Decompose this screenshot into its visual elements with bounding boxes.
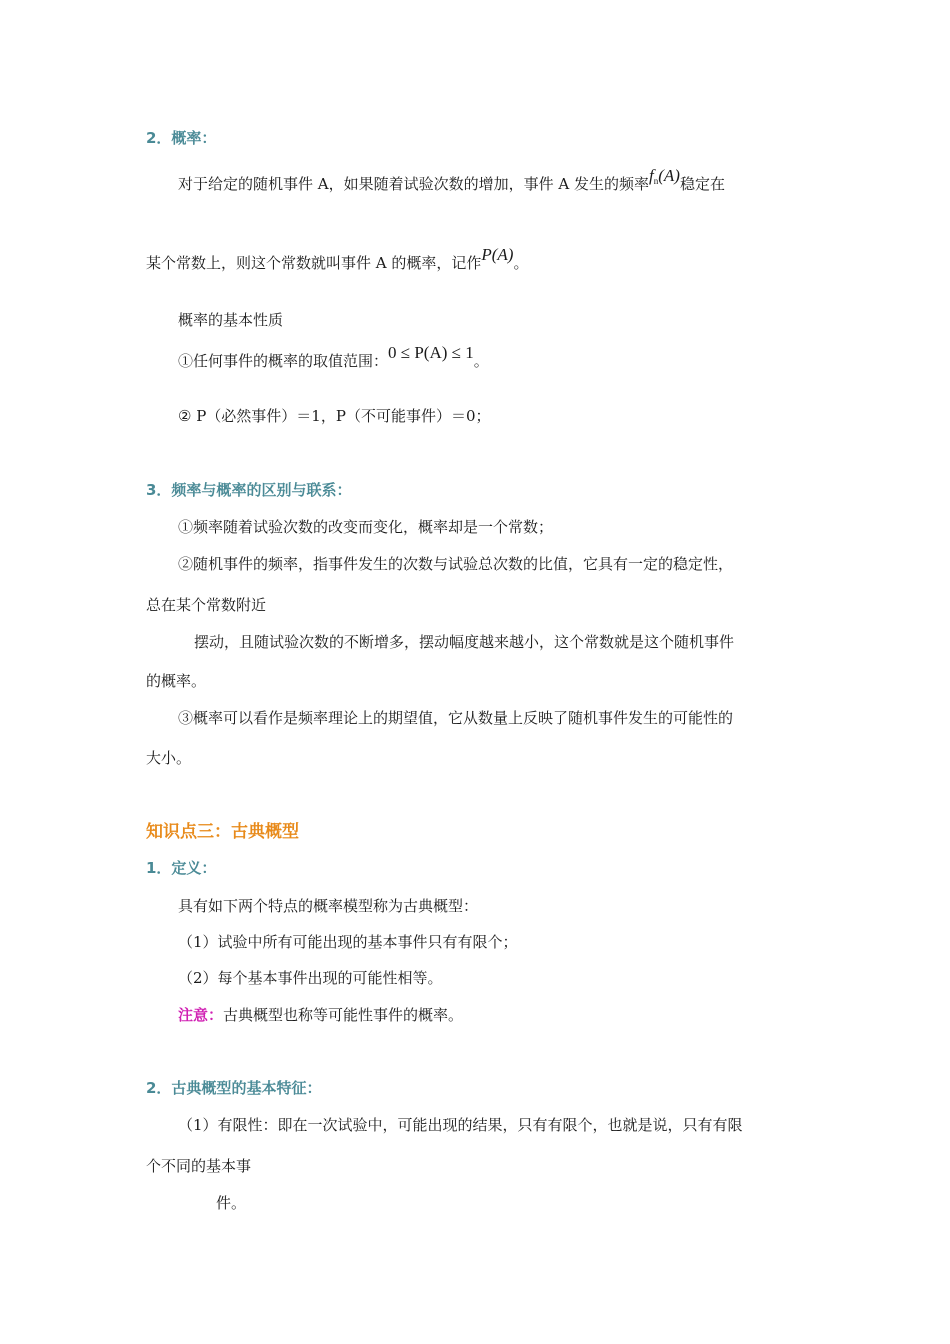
paragraph-line: 个不同的基本事: [146, 1157, 252, 1175]
formula-arg: (A): [658, 166, 680, 185]
formula-subscript: n: [653, 176, 659, 186]
text: 某个常数上，则这个常数就叫事件 A 的概率，记作: [146, 254, 482, 272]
range-formula: 0 ≤ P(A) ≤ 1: [388, 343, 474, 362]
section-heading-probability: 2．概率：: [146, 129, 217, 147]
property-2: ② P（必然事件）＝1，P（不可能事件）＝0；: [178, 407, 491, 425]
text: 稳定在: [679, 175, 725, 193]
paragraph-line: 总在某个常数附近: [146, 596, 267, 614]
text: 。: [473, 352, 489, 370]
paragraph-line: 件。: [216, 1194, 247, 1212]
paragraph-line: ③概率可以看作是频率理论上的期望值，它从数量上反映了随机事件发生的可能性的: [178, 709, 734, 727]
property-1: [178, 343, 489, 371]
paragraph-line: [146, 245, 529, 273]
frequency-formula: [649, 166, 680, 185]
paragraph-line: ①频率随着试验次数的改变而变化，概率却是一个常数；: [178, 518, 554, 536]
note-text: 古典概型也称等可能性事件的概率。: [223, 1006, 464, 1024]
paragraph-line: （1）有限性：即在一次试验中，可能出现的结果，只有有限个，也就是说，只有有限: [178, 1116, 743, 1134]
paragraph-line: 具有如下两个特点的概率模型称为古典概型：: [178, 897, 479, 915]
knowledge-point-title: 知识点三：古典概型: [146, 822, 299, 842]
paragraph-line: ②随机事件的频率，指事件发生的次数与试验总次数的比值，它具有一定的稳定性，: [178, 555, 734, 573]
text: ①任何事件的概率的取值范围：: [178, 352, 389, 370]
paragraph-line: （1）试验中所有可能出现的基本事件只有有限个；: [178, 933, 518, 951]
paragraph-line: [178, 166, 725, 199]
formula-f: f: [648, 166, 654, 185]
text: 对于给定的随机事件 A，如果随着试验次数的增加，事件 A 发生的频率: [178, 175, 649, 193]
text: 。: [513, 254, 529, 272]
properties-title: 概率的基本性质: [178, 311, 284, 329]
section-heading-difference: 3．频率与概率的区别与联系：: [146, 481, 352, 499]
note-line: [178, 1005, 463, 1025]
section-heading-features: 2．古典概型的基本特征：: [146, 1079, 322, 1097]
paragraph-line: 大小。: [146, 749, 192, 767]
probability-formula: P(A): [481, 245, 514, 264]
note-label: 注意：: [178, 1006, 224, 1024]
paragraph-line: 摆动，且随试验次数的不断增多，摆动幅度越来越小，这个常数就是这个随机事件: [194, 633, 735, 651]
section-heading-definition: 1．定义：: [146, 859, 217, 877]
paragraph-line: （2）每个基本事件出现的可能性相等。: [178, 969, 443, 987]
paragraph-line: 的概率。: [146, 672, 207, 690]
